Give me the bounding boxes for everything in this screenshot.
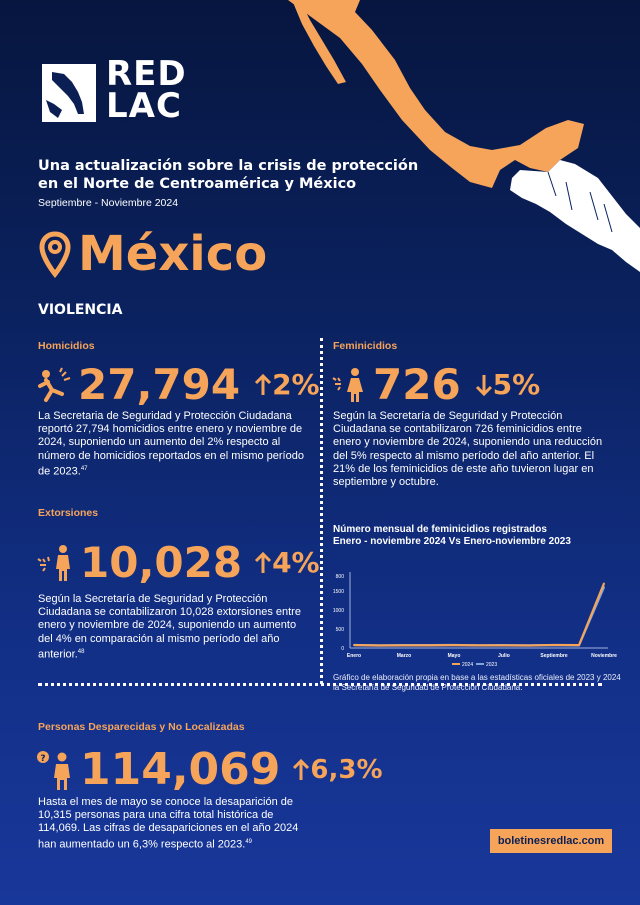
country-heading [38, 226, 267, 282]
data-point-2024 [503, 644, 505, 646]
data-point-2024 [428, 644, 430, 646]
x-tick-label: Marzo [396, 653, 412, 659]
horizontal-divider [38, 683, 602, 686]
feminicide-line-chart [320, 564, 620, 674]
section-title: VIOLENCIA [38, 302, 123, 318]
homicidios-change-value: 2% [272, 368, 320, 401]
homicidios-description [38, 410, 306, 479]
woman-figure-icon [331, 366, 369, 404]
logo-line2: LAC [106, 86, 182, 126]
series-line-2024 [354, 583, 604, 645]
data-point-2024 [603, 583, 605, 585]
data-point-2024 [578, 644, 580, 646]
homicidios-stat [36, 360, 320, 409]
redlac-logo-icon [38, 62, 100, 124]
extorsiones-note: 48 [77, 648, 85, 655]
x-tick-label: Noviembre [591, 653, 617, 659]
extorsiones-change-value: 4% [272, 546, 320, 579]
desaparecidas-description [38, 796, 318, 851]
redlac-logo-text [106, 54, 187, 126]
y-tick-label: 0 [341, 646, 344, 652]
homicide-figure-icon [36, 366, 74, 404]
homicidios-label: Homicidios [38, 340, 95, 352]
arrow-up-icon [254, 373, 272, 397]
x-tick-label: Enero [346, 653, 362, 659]
data-point-2024 [453, 644, 455, 646]
extorsiones-change [254, 546, 320, 579]
desaparecidas-stat [36, 744, 383, 795]
series-line-2023 [354, 587, 604, 645]
data-point-2024 [403, 644, 405, 646]
vertical-divider [320, 338, 323, 684]
y-tick-label: 1500 [332, 589, 344, 595]
desaparecidas-note: 49 [245, 838, 253, 845]
homicidios-note: 47 [80, 465, 88, 472]
website-link[interactable]: boletinesredlac.com [490, 829, 612, 853]
homicidios-value: 27,794 [78, 360, 241, 409]
y-tick-label: 500 [335, 627, 344, 633]
data-point-2024 [528, 645, 530, 647]
svg-text:?: ? [40, 753, 46, 764]
feminicidios-change [475, 368, 541, 401]
central-america-shape [510, 160, 640, 272]
extorsiones-description [38, 593, 306, 662]
feminicidios-stat [331, 360, 540, 409]
arrow-up-icon [292, 758, 310, 782]
y-tick-label: 800 [335, 573, 344, 580]
page-title [38, 157, 458, 193]
x-tick-label: Septiembre [540, 653, 568, 659]
person-figure-icon [36, 543, 76, 583]
desaparecidas-change-value: 6,3% [310, 754, 383, 785]
chart-source-note: Gráfico de elaboración propia en base a las estadísticas oficiales de 2023 y 2024 la Secretaría de Seguridad de Protección Ciudadana. [333, 673, 621, 692]
legend-label-2024: 2024 [462, 662, 474, 668]
extorsiones-text: Según la Secretaría de Seguridad y Protección Ciudadana se contabilizaron 10,028 extorsiones entre enero y noviembre de 2024, suponiendo un aumento del 4% en comparación al mismo período del año anterior. [38, 593, 301, 661]
arrow-up-icon [254, 551, 272, 575]
location-pin-icon [38, 230, 72, 278]
x-tick-label: Julio [498, 653, 510, 659]
desaparecidas-text: Hasta el mes de mayo se conoce la desaparición de 10,315 personas para una cifra total histórica de 114,069. Las cifras de desapariciones en el año 2024 han aumentado un 6,3% respecto al 2023. [38, 796, 299, 851]
chart-title [333, 524, 623, 548]
homicidios-change [254, 368, 320, 401]
title-line2: en el Norte de Centroamérica y México [38, 176, 357, 192]
feminicidios-label: Feminicidios [333, 340, 398, 352]
title-line1: Una actualización sobre la crisis de protección [38, 158, 419, 174]
report-period: Septiembre - Noviembre 2024 [38, 197, 179, 209]
x-tick-label: Mayo [447, 653, 461, 659]
data-point-2024 [553, 644, 555, 646]
extorsiones-label: Extorsiones [38, 507, 99, 519]
desaparecidas-value: 114,069 [80, 744, 281, 795]
feminicidios-value: 726 [373, 360, 461, 409]
desaparecidas-label: Personas Desparecidas y No Localizadas [38, 721, 245, 733]
chart-title-line1: Número mensual de feminicidios registrados [333, 524, 547, 535]
country-name: México [78, 226, 268, 282]
extorsiones-stat [36, 538, 320, 587]
extorsiones-value: 10,028 [80, 538, 243, 587]
data-point-2024 [478, 644, 480, 646]
missing-person-icon [36, 749, 78, 791]
feminicidios-change-value: 5% [492, 368, 541, 401]
data-point-2024 [353, 644, 355, 646]
chart-title-line2: Enero - noviembre 2024 Vs Enero-noviembre 2023 [333, 536, 571, 547]
homicidios-text: La Secretaria de Seguridad y Protección Ciudadana reportó 27,794 homicidios entre enero y noviembre de 2024, suponiendo un aumento del 2% respecto al número de homicidios reportados en el mismo período de 2023. [38, 410, 304, 478]
feminicidios-text: Según la Secretaría de Seguridad y Protección Ciudadana se contabilizaron 726 feminicidios entre enero y noviembre de 2024, suponiendo una reducción del 5% respecto al mismo período del año anterior. El 21% de los feminicidios de este año tuvieron lugar en septiembre y octubre. [333, 410, 603, 489]
data-point-2024 [378, 645, 380, 647]
y-tick-label: 1000 [332, 608, 344, 614]
arrow-down-icon [475, 373, 493, 397]
logo-line1: RED [106, 54, 187, 94]
legend-label-2023: 2023 [486, 662, 498, 668]
desaparecidas-change [292, 755, 382, 785]
